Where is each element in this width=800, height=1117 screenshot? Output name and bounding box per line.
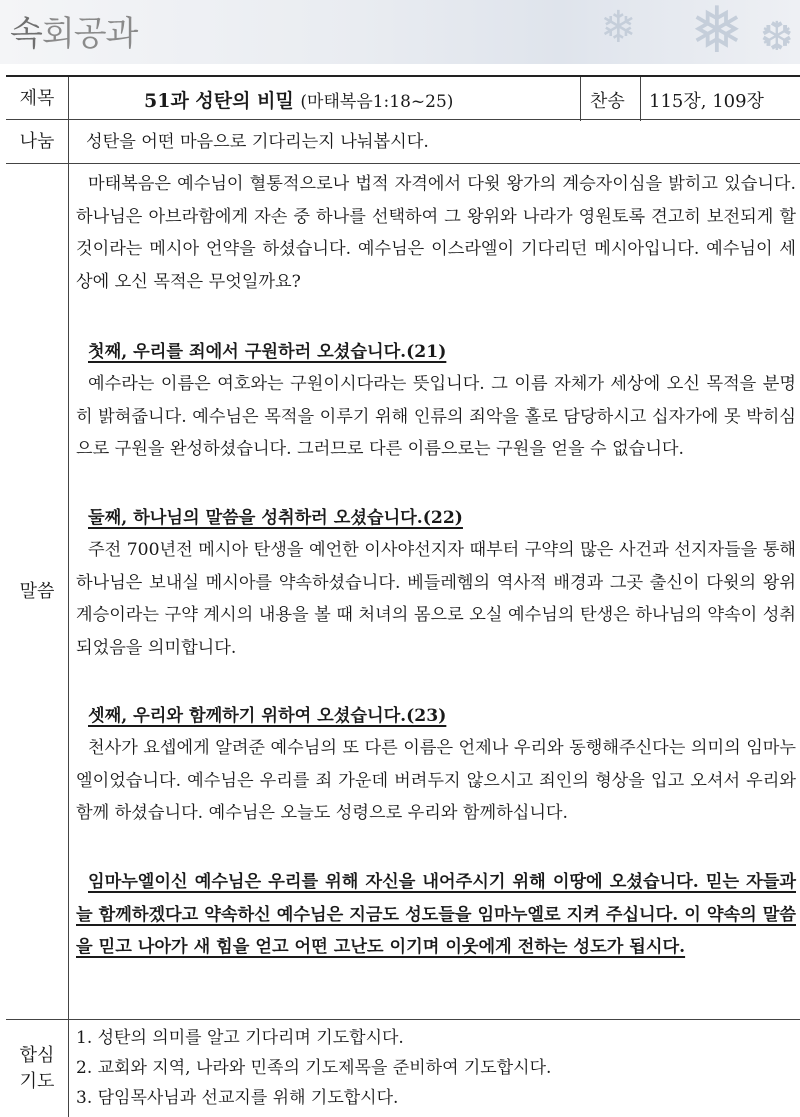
point-heading: 셋째, 우리와 함께하기 위하여 오셨습니다.(23) xyxy=(88,706,447,726)
snowflake-icon: ❄ xyxy=(600,2,637,53)
point-body: 예수라는 이름은 여호와는 구원이시다라는 뜻입니다. 그 이름 자체가 세상에 오신 목적을 분명히 밝혀줍니다. 예수님은 목적을 이루기 위해 인류의 죄악을 홀로 담당하시고 십자가에 못 박히심으로 구원을 완성하셨습니다. 그러므로 다른 이름으로는 구원을 얻을 수 없습니다. xyxy=(76,374,796,459)
point-body: 천사가 요셉에게 알려준 예수님의 또 다른 이름은 언제나 우리와 동행해주신다는 의미의 임마누엘이었습니다. 예수님은 우리를 죄 가운데 버려두지 않으시고 죄인의 형상을 입고 오셔서 우리와 함께 하셨습니다. 예수님은 오늘도 성령으로 우리와 함께하십니다. xyxy=(76,738,796,823)
hymn-value: 115장, 109장 xyxy=(649,91,764,112)
lesson-name: 51과 성탄의 비밀 xyxy=(144,90,294,112)
prayer-label-line2: 기도 xyxy=(19,1070,55,1092)
title-row xyxy=(6,75,800,121)
brand-rest: 회공과 xyxy=(41,14,138,54)
hymn-label: 찬송 xyxy=(590,91,625,112)
prayer-row xyxy=(6,1019,800,1117)
section-brand xyxy=(10,6,137,55)
share-label: 나눔 xyxy=(6,120,69,164)
intro-paragraph: 마태복음은 예수님이 혈통적으로나 법적 자격에서 다윗 왕가의 계승자이심을 밝히고 있습니다. 하나님은 아브라함에게 자손 중 하나를 선택하여 그 왕위와 나라가 영원토록 견고히 보전되게 할 것이라는 메시아 언약을 하셨습니다. 예수님은 이스라엘이 기다리던 메시아입니다. 예수님이 세상에 오신 목적은 무엇일까요? xyxy=(76,174,796,292)
share-text: 성탄을 어떤 마음으로 기다리는지 나눠봅시다. xyxy=(86,132,429,152)
lesson-table xyxy=(6,75,800,1116)
word-row xyxy=(6,163,800,1020)
point-body: 주전 700년전 메시아 탄생을 예언한 이사야선지자 때부터 구약의 많은 사건과 선지자들을 통해 하나님은 보내실 메시아를 약속하셨습니다. 베들레헴의 역사적 배경과 그곳 출신이 다윗의 왕위 계승이라는 구약 계시의 내용을 볼 때 처녀의 몸으로 오실 예수님의 탄생은 하나님의 약속이 성취되었음을 의미합니다. xyxy=(76,540,796,658)
prayer-label xyxy=(6,1020,69,1117)
title-label: 제목 xyxy=(6,77,69,121)
word-label: 말씀 xyxy=(6,164,69,1020)
snowflake-icon: ❅ xyxy=(690,0,744,64)
prayer-item: 1. 성탄의 의미를 알고 기다리며 기도합시다. xyxy=(76,1028,404,1048)
point-heading: 둘째, 하나님의 말씀을 성취하러 오셨습니다.(22) xyxy=(88,508,463,528)
snowflake-icon: ❆ xyxy=(760,14,794,60)
closing-paragraph: 임마누엘이신 예수님은 우리를 위해 자신을 내어주시기 위해 이땅에 오셨습니다. 믿는 자들과 늘 함께하겠다고 약속하신 예수님은 지금도 성도들을 임마누엘로 지켜 주십니다. 이 약속의 말씀을 믿고 나아가 새 힘을 얻고 어떤 고난도 이기며 이웃에게 전하는 성도가 됩시다. xyxy=(76,872,796,957)
brand-first-char: 속 xyxy=(10,14,42,54)
lesson-title xyxy=(144,86,453,113)
divider xyxy=(580,77,581,121)
lesson-scripture: (마태복음1:18~25) xyxy=(300,92,454,112)
prayer-item: 3. 담임목사님과 선교지를 위해 기도합시다. xyxy=(76,1088,399,1108)
share-row xyxy=(6,119,800,164)
prayer-item: 2. 교회와 지역, 나라와 민족의 기도제목을 준비하여 기도합시다. xyxy=(76,1058,552,1078)
prayer-label-line1: 합심 xyxy=(19,1044,55,1066)
divider xyxy=(640,77,641,121)
point-heading: 첫째, 우리를 죄에서 구원하러 오셨습니다.(21) xyxy=(88,342,447,362)
header-band xyxy=(0,0,800,64)
